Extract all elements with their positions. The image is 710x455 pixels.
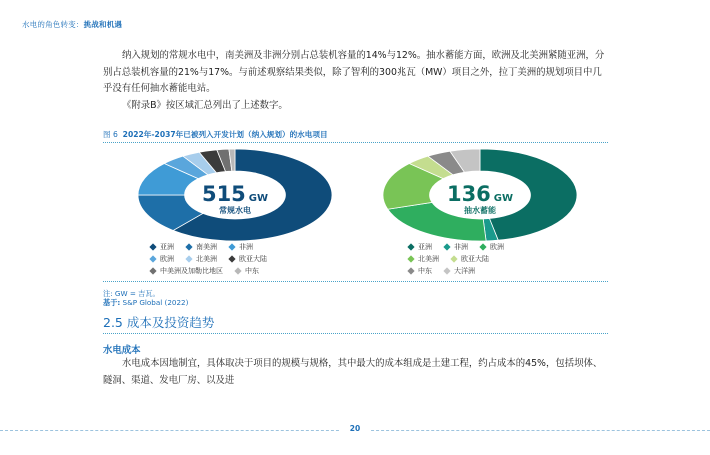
pumped-legend-label: 中东 <box>418 267 432 275</box>
section-rule <box>103 333 608 334</box>
body-paragraph: 水电成本因地制宜，具体取决于项目的规模与规格，其中最大的成本组成是土建工程，约占成本的45%，包括坝体、隧洞、渠道、发电厂房、以及进 <box>103 358 603 386</box>
conventional-legend-label: 欧洲 <box>160 255 174 263</box>
pumped-legend-label: 亚洲 <box>418 243 432 251</box>
page-number: 20 <box>340 422 370 436</box>
pumped-legend-swatch <box>407 267 414 274</box>
conventional-legend-swatch <box>149 267 156 274</box>
conventional-legend-row <box>150 241 267 253</box>
subsection-title: 水电成本 <box>103 345 141 356</box>
conventional-legend-label: 欧亚大陆 <box>239 255 267 263</box>
pumped-legend-swatch <box>407 255 414 262</box>
section-title: 2.5 成本及投资趋势 <box>103 315 215 330</box>
conventional-legend-item <box>150 254 174 264</box>
intro-paragraph-2: 《附录B》按区域汇总列出了上述数字。 <box>122 99 288 111</box>
conventional-legend-label: 北美洲 <box>196 255 217 263</box>
pumped-legend-item <box>480 242 504 252</box>
conventional-legend-swatch <box>149 243 156 250</box>
right-total-value: 136 <box>446 182 491 206</box>
conventional-legend-item <box>150 242 174 252</box>
conventional-legend-label: 亚洲 <box>160 243 174 251</box>
conventional-legend-item <box>229 254 267 264</box>
svg-text:515GW <box>202 182 268 206</box>
conventional-legend-item <box>229 242 253 252</box>
right-chart-label: 抽水蓄能 <box>464 206 496 215</box>
right-legend <box>408 241 504 277</box>
intro-text <box>103 48 608 114</box>
note-source: 基于: S&P Global (2022) <box>103 298 189 307</box>
left-total-unit: GW <box>248 193 269 204</box>
pumped-legend-item <box>451 254 489 264</box>
body-text <box>103 356 608 389</box>
left-chart-label: 常规水电 <box>219 206 251 215</box>
conventional-legend-swatch <box>185 243 192 250</box>
pumped-legend-label: 非洲 <box>454 243 468 251</box>
figure-notes <box>103 289 188 307</box>
pumped-legend-row <box>408 241 504 253</box>
conventional-legend-swatch <box>149 255 156 262</box>
figure-bottom-rule <box>103 281 608 282</box>
right-total-unit: GW <box>493 193 514 204</box>
figure-top-rule <box>103 142 608 143</box>
running-header: 水电的角色转变：挑战和机遇 <box>22 20 123 29</box>
conventional-legend-item <box>235 266 259 276</box>
conventional-legend-item <box>186 242 217 252</box>
conventional-legend-swatch <box>228 255 235 262</box>
conventional-legend-item <box>150 266 223 276</box>
conventional-legend-item <box>186 254 217 264</box>
pumped-legend-item <box>444 266 475 276</box>
pumped-legend-label: 欧亚大陆 <box>461 255 489 263</box>
pumped-legend-label: 欧洲 <box>490 243 504 251</box>
conventional-hydro-donut <box>120 145 350 245</box>
left-legend <box>150 241 267 277</box>
pumped-legend-swatch <box>450 255 457 262</box>
pumped-legend-item <box>408 266 432 276</box>
conventional-legend-label: 中美洲及加勒比地区 <box>160 267 223 275</box>
pumped-legend-swatch <box>479 243 486 250</box>
note-unit: 注: GW = 吉瓦。 <box>103 289 160 298</box>
pumped-legend-item <box>408 242 432 252</box>
conventional-legend-swatch <box>185 255 192 262</box>
figure-title: 图 6 2022年-2037年已被列入开发计划（纳入规划）的水电项目 <box>103 130 328 139</box>
pumped-legend-row <box>408 253 504 265</box>
pumped-legend-item <box>444 242 468 252</box>
conventional-legend-label: 非洲 <box>239 243 253 251</box>
pumped-legend-swatch <box>407 243 414 250</box>
conventional-legend-swatch <box>228 243 235 250</box>
conventional-legend-label: 中东 <box>245 267 259 275</box>
pumped-legend-swatch <box>443 243 450 250</box>
conventional-legend-row <box>150 265 267 277</box>
conventional-legend-label: 南美洲 <box>196 243 217 251</box>
left-total-value: 515 <box>201 182 246 206</box>
pumped-legend-row <box>408 265 504 277</box>
conventional-legend-swatch <box>234 267 241 274</box>
pumped-legend-swatch <box>443 267 450 274</box>
pumped-legend-label: 大洋洲 <box>454 267 475 275</box>
intro-paragraph-1: 纳入规划的常规水电中，南美洲及非洲分别占总装机容量的14%与12%。抽水蓄能方面，欧洲及北美洲紧随亚洲，分别占总装机容量的21%与17%。与前述观察结果类似，除了智利的300兆瓦（MW）项目之外，拉丁美洲的规划项目中几乎没有任何抽水蓄能电站。 <box>103 50 605 95</box>
conventional-legend-row <box>150 253 267 265</box>
pumped-storage-donut <box>365 145 595 245</box>
pumped-legend-label: 北美洲 <box>418 255 439 263</box>
pumped-legend-item <box>408 254 439 264</box>
svg-text:136GW <box>447 182 513 206</box>
